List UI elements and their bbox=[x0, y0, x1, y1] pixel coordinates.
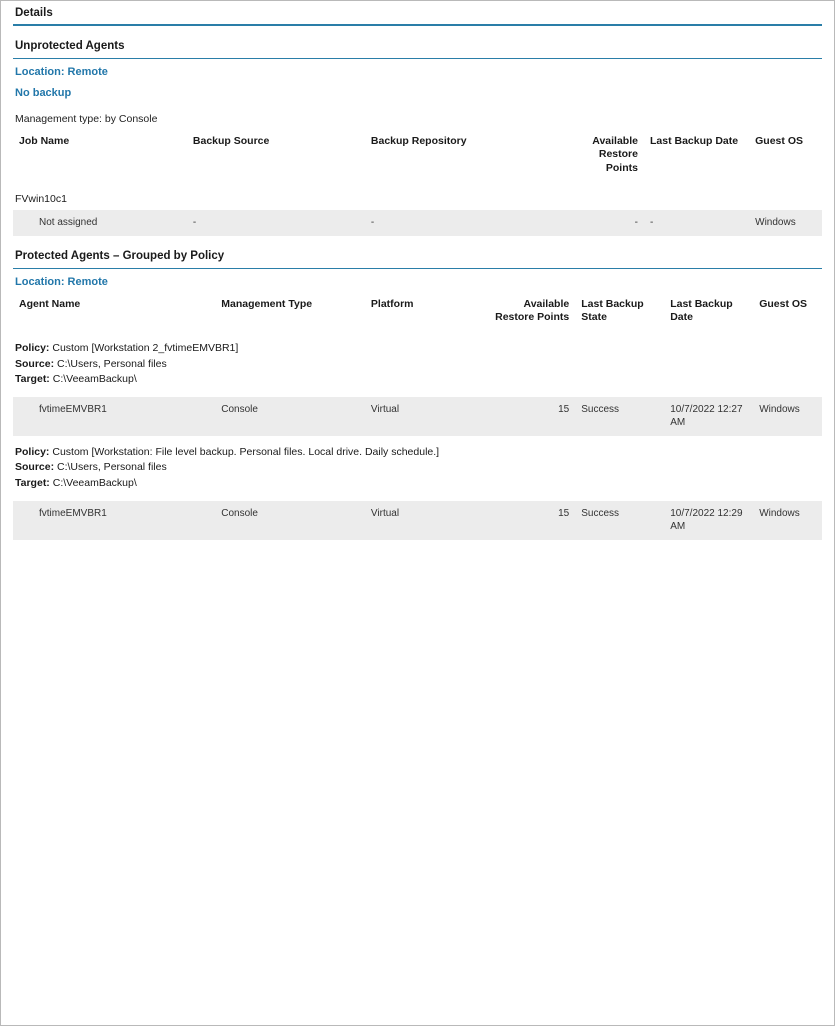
cell-guest-os: Windows bbox=[753, 501, 822, 540]
table-header-row bbox=[13, 129, 822, 183]
cell-agent-name: fvtimeEMVBR1 bbox=[13, 397, 215, 436]
section-heading-unprotected: Unprotected Agents bbox=[15, 40, 125, 52]
cell-last-backup-state: Success bbox=[575, 501, 664, 540]
unprotected-no-backup-label: No backup bbox=[15, 87, 72, 99]
target-line bbox=[15, 372, 816, 387]
cell-backup-repository: - bbox=[365, 210, 559, 236]
cell-last-backup-state: Success bbox=[575, 397, 664, 436]
policy-group-info bbox=[13, 332, 822, 389]
cell-backup-source: - bbox=[187, 210, 365, 236]
cell-restore-points: 15 bbox=[478, 397, 575, 436]
table-header-row bbox=[13, 292, 822, 333]
target-label: Target: bbox=[15, 372, 50, 385]
unprotected-location-label: Location: Remote bbox=[15, 66, 108, 78]
policy-group-info bbox=[13, 436, 822, 493]
policy-group-row bbox=[13, 436, 822, 493]
source-value: C:\Users, Personal files bbox=[57, 357, 167, 370]
cell-guest-os: Windows bbox=[749, 210, 822, 236]
policy-line bbox=[15, 341, 816, 356]
protected-agents-table bbox=[13, 292, 822, 540]
section-heading-protected: Protected Agents – Grouped by Policy bbox=[15, 249, 225, 262]
source-label: Source: bbox=[15, 461, 55, 474]
column-header-backup-repository: Backup Repository bbox=[370, 135, 467, 147]
column-header-available-restore-points: Available Restore Points bbox=[495, 297, 570, 323]
cell-last-backup-date: - bbox=[644, 210, 749, 236]
host-name: FVwin10c1 bbox=[15, 193, 67, 206]
column-header-agent-name: Agent Name bbox=[19, 297, 81, 310]
column-header-guest-os: Guest OS bbox=[759, 297, 808, 310]
unprotected-agents-section bbox=[1, 26, 834, 236]
cell-job-name: Not assigned bbox=[13, 210, 187, 236]
unprotected-management-type-label: Management type: by Console bbox=[15, 113, 158, 125]
policy-line bbox=[15, 445, 816, 460]
source-value: C:\Users, Personal files bbox=[57, 461, 167, 474]
target-value: C:\VeeamBackup\ bbox=[52, 476, 137, 489]
protected-location-label: Location: Remote bbox=[15, 275, 108, 288]
unprotected-agents-table bbox=[13, 129, 822, 236]
column-header-last-backup-date: Last Backup Date bbox=[670, 297, 733, 323]
cell-agent-name: fvtimeEMVBR1 bbox=[13, 501, 215, 540]
column-header-available-restore-points: Available Restore Points bbox=[592, 135, 638, 174]
row-spacer bbox=[13, 389, 822, 397]
column-header-job-name: Job Name bbox=[19, 135, 70, 147]
column-header-last-backup-state: Last Backup State bbox=[581, 297, 644, 323]
table-row[interactable] bbox=[13, 501, 822, 540]
cell-platform: Virtual bbox=[365, 501, 478, 540]
cell-platform: Virtual bbox=[365, 397, 478, 436]
table-row[interactable] bbox=[13, 210, 822, 236]
column-header-backup-source: Backup Source bbox=[192, 135, 270, 147]
column-header-last-backup-date: Last Backup Date bbox=[649, 135, 739, 147]
cell-management-type: Console bbox=[215, 501, 365, 540]
target-line bbox=[15, 476, 816, 491]
policy-group-row bbox=[13, 332, 822, 389]
host-group-row bbox=[13, 183, 822, 209]
cell-restore-points: - bbox=[559, 210, 644, 236]
table-row[interactable] bbox=[13, 397, 822, 436]
cell-restore-points: 15 bbox=[478, 501, 575, 540]
spacer-cell bbox=[13, 389, 822, 397]
page-title: Details bbox=[15, 7, 53, 19]
row-spacer bbox=[13, 493, 822, 501]
cell-last-backup-date: 10/7/2022 12:29 AM bbox=[664, 501, 753, 540]
target-label: Target: bbox=[15, 476, 50, 489]
column-header-management-type: Management Type bbox=[221, 297, 313, 310]
policy-label: Policy: bbox=[15, 446, 50, 459]
cell-last-backup-date: 10/7/2022 12:27 AM bbox=[664, 397, 753, 436]
column-header-guest-os: Guest OS bbox=[755, 135, 803, 147]
source-line bbox=[15, 357, 816, 372]
policy-value: Custom [Workstation 2_fvtimeEMVBR1] bbox=[52, 342, 239, 355]
spacer-cell bbox=[13, 493, 822, 501]
column-header-platform: Platform bbox=[370, 297, 414, 310]
cell-guest-os: Windows bbox=[753, 397, 822, 436]
cell-management-type: Console bbox=[215, 397, 365, 436]
protected-agents-section bbox=[1, 236, 834, 540]
source-label: Source: bbox=[15, 357, 55, 370]
target-value: C:\VeeamBackup\ bbox=[52, 372, 137, 385]
policy-value: Custom [Workstation: File level backup. Personal files. Local drive. Daily schedule.] bbox=[52, 446, 440, 459]
source-line bbox=[15, 460, 816, 475]
policy-label: Policy: bbox=[15, 342, 50, 355]
